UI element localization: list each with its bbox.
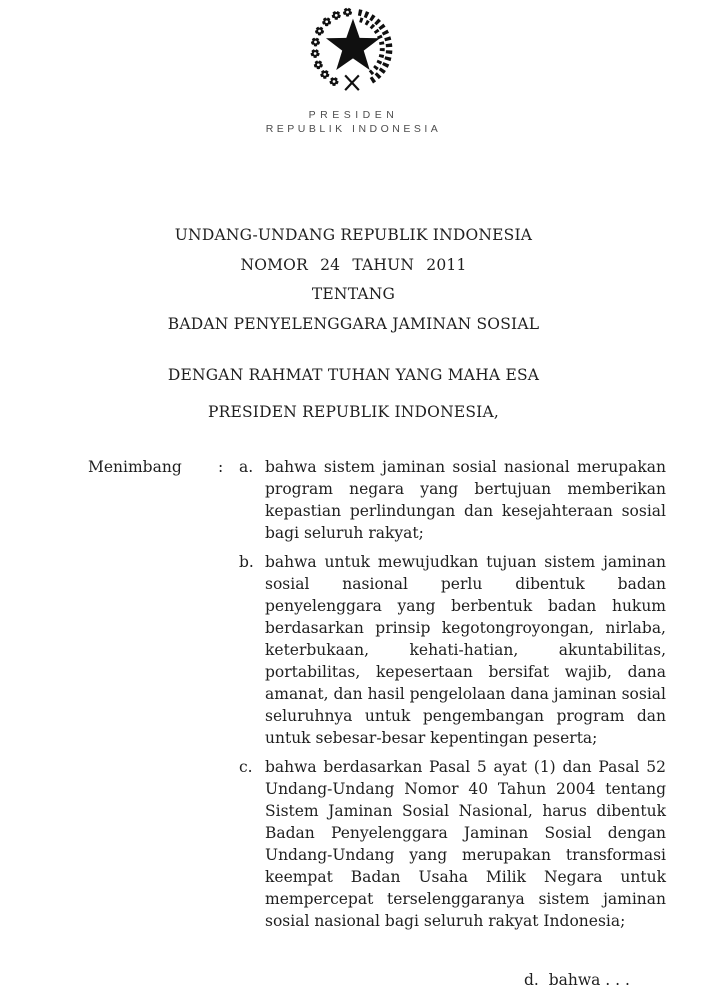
title-line-law: UNDANG-UNDANG REPUBLIK INDONESIA (174, 226, 533, 244)
item-text: bahwa berdasarkan Pasal 5 ayat (1) dan Pasal 52 Undang-Undang Nomor 40 Tahun 2004 tentang Sistem Jaminan Sosial Nasional, harus dibentuk Badan Penyelenggara Jaminan Sosial dengan Undang-Undang yang merupakan transformasi keempat Badan Usaha Milik Negara untuk mempercepat terselenggaranya sistem jaminan sosial nasional bagi seluruh rakyat Indonesia; (265, 758, 666, 930)
consideration-item-b (239, 551, 666, 749)
title-block (0, 221, 707, 339)
letterhead-republik-indonesia: REPUBLIK INDONESIA (265, 123, 442, 135)
consideration-item-a (239, 456, 666, 544)
item-marker: b. (239, 553, 254, 571)
wreath-stems (345, 75, 359, 90)
title-line-tentang: TENTANG (311, 285, 396, 303)
consideration-item-c (239, 756, 666, 932)
item-marker: c. (239, 758, 253, 776)
invocation-line: DENGAN RAHMAT TUHAN YANG MAHA ESA (167, 366, 540, 384)
title-line-number: NOMOR 24 TAHUN 2011 (240, 255, 467, 274)
presidential-emblem-icon (303, 4, 401, 94)
page-catchword: d. bahwa . . . (524, 971, 630, 989)
considerations-section (88, 456, 666, 939)
letterhead-presiden: PRESIDEN (308, 109, 399, 121)
considerations-separator: : (218, 458, 224, 476)
item-text: bahwa sistem jaminan sosial nasional merupakan program negara yang bertujuan memberikan kepastian perlindungan dan kesejahteraan sosial bagi seluruh rakyat; (265, 458, 666, 542)
item-text: bahwa untuk mewujudkan tujuan sistem jaminan sosial nasional perlu dibentuk badan penyelenggara yang berbentuk badan hukum berdasarkan prinsip kegotongroyongan, nirlaba, keterbukaan, kehati-hatian, akuntabilitas, portabilitas, kepesertaan bersifat wajib, dana amanat, dan hasil pengelolaan dana jaminan sosial seluruhnya untuk pengembangan program dan untuk sebesar-besar kepentingan peserta; (265, 553, 666, 747)
item-marker: a. (239, 458, 254, 476)
title-line-subject: BADAN PENYELENGGARA JAMINAN SOSIAL (167, 314, 540, 333)
considerations-items (239, 456, 666, 939)
considerations-label: Menimbang (88, 458, 182, 476)
authority-line: PRESIDEN REPUBLIK INDONESIA, (207, 403, 500, 421)
letterhead (0, 109, 707, 137)
